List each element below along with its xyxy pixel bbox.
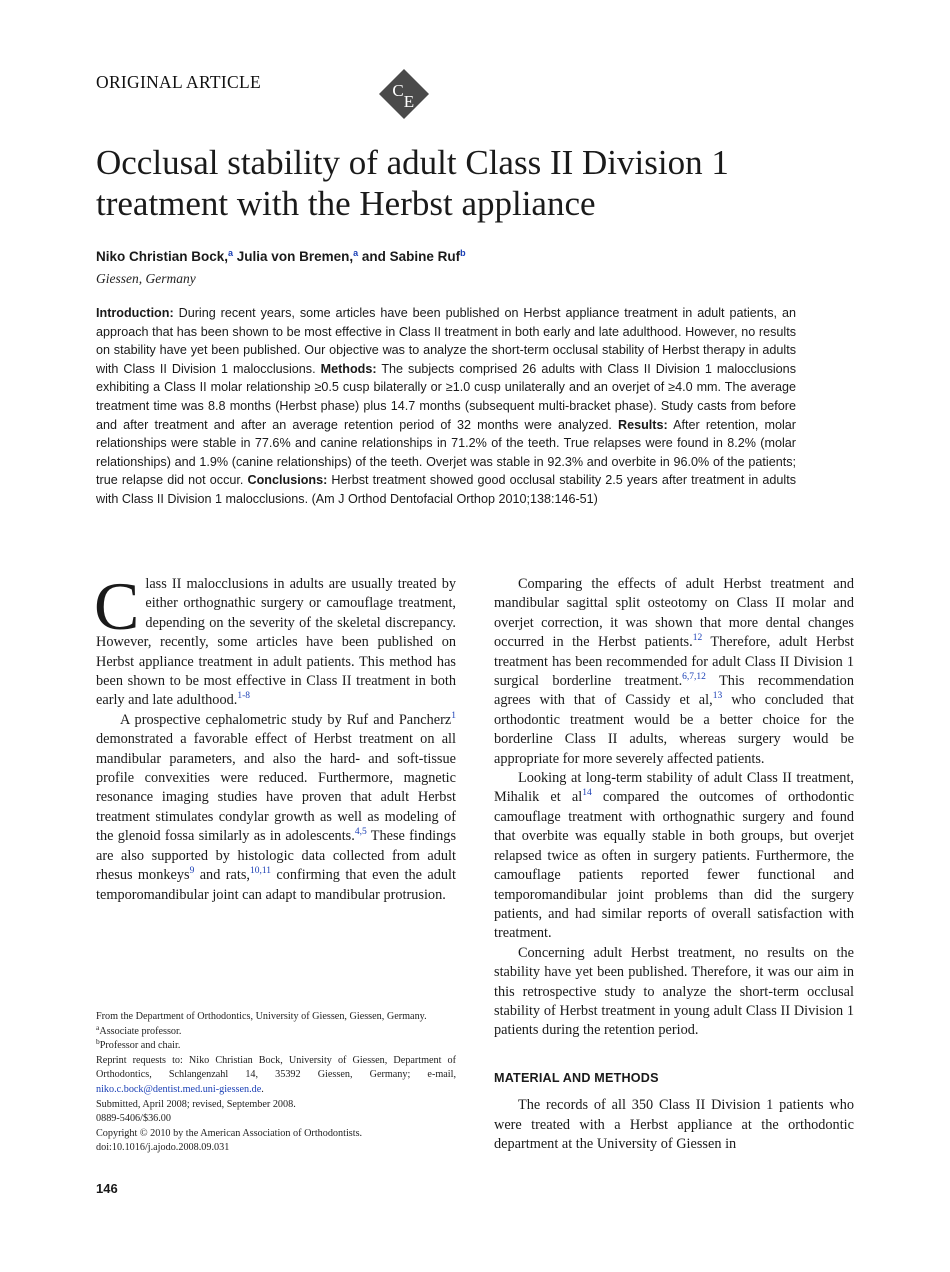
abstract-results-text: After retention, molar relationships were stable in 77.6% and canine relationships in 71.2% of the teeth. True relapses were found in 8.2% (molar relationships) and 1.9% (canine relationships) of the teeth. Overjet was stable in 92.3% and overbite in 96.0% of the patients; true relapse did not occur.: [96, 417, 796, 488]
page-number: 146: [96, 1181, 118, 1196]
abstract: [96, 304, 796, 509]
footnote-issn: 0889-5406/$36.00: [96, 1113, 171, 1125]
paragraph-text: and rats,: [194, 867, 250, 884]
footnote-marker: a: [96, 1022, 100, 1032]
reference-link[interactable]: 4,5: [354, 827, 367, 838]
author-name: Niko Christian Bock,: [96, 249, 229, 264]
article-type-label: ORIGINAL ARTICLE: [96, 72, 261, 92]
paragraph-text: lass II malocclusions in adults are usually treated by either orthognathic surgery or camouflage treatment, depending on the severity of the skeletal discrepancy. However, recently, some articles have been published on Herbst appliance treatment in adult patients. This method has been shown to be most effective in Class II treatment in both early and late adulthood.: [96, 576, 456, 709]
paragraph-text: These findings are also supported by histologic data collected from adult rhesus monkeys: [96, 828, 457, 884]
body-paragraph: [494, 769, 854, 944]
paragraph-text: who concluded that orthodontic treatment would be a better choice for the borderline Class II adults, whereas surgery would be appropriate for more severely affected patients.: [494, 692, 854, 767]
footnote-text: Professor and chair.: [99, 1040, 181, 1052]
section-heading: MATERIAL AND METHODS: [494, 1070, 659, 1085]
abstract-conclusions-label: Conclusions:: [247, 473, 328, 488]
article-title: Occlusal stability of adult Class II Division 1 treatment with the Herbst appliance: [96, 143, 729, 223]
paragraph-text: Therefore, adult Herbst treatment has been recommended for adult Class II Division 1 surgical borderline treatment.: [494, 634, 855, 690]
reference-link[interactable]: 14: [582, 788, 592, 799]
footnote-text: Associate professor.: [99, 1025, 182, 1037]
footnote-copyright: Copyright © 2010 by the American Association of Orthodontists.: [96, 1127, 363, 1139]
footnote-text: Reprint requests to: Niko Christian Bock, University of Giessen, Department of Orthodontics, Schlangenzahl 14, 35392 Giessen, Germany; e-mail,: [96, 1054, 456, 1081]
paragraph-text: This recommendation agrees with that of Cassidy et al,: [494, 673, 854, 709]
abstract-results-label: Results:: [618, 417, 668, 432]
abstract-intro-text: During recent years, some articles have been published on Herbst appliance treatment in adult patients, an approach that has been shown to be most effective in Class II treatment in both early and late adulthood. However, no results on stability have yet been published. Our objective was to analyze the short-term occlusal stability of Herbst therapy in adults with Class II Division 1 malocclusions.: [96, 306, 796, 376]
abstract-methods-text: The subjects comprised 26 adults with Class II Division 1 malocclusions exhibiting a Class II molar relationship ≥0.5 cusp bilaterally or ≥1.0 cusp unilaterally and an overjet of ≥4.0 mm. The average treatment time was 8.8 months (Herbst phase) plus 14.7 months (subsequent multi-bracket phase). Study casts from before and after treatment and after an average retention period of 32 months were analyzed.: [96, 361, 796, 432]
footnotes: [96, 1010, 456, 1156]
email-link[interactable]: niko.c.bock@dentist.med.uni-giessen.de: [96, 1083, 262, 1095]
author-name: Julia von Bremen,: [233, 249, 354, 264]
paragraph-text: A prospective cephalometric study by Ruf and Pancherz: [120, 711, 452, 728]
body-paragraph: [494, 575, 854, 769]
body-paragraph: The records of all 350 Class II Division 1 patients who were treated with a Herbst appliance at the orthodontic department at the University of Giessen in: [494, 1097, 854, 1152]
abstract-methods-label: Methods:: [320, 361, 377, 376]
reference-link[interactable]: 13: [712, 691, 723, 702]
body-paragraph: [94, 568, 456, 711]
footnote-submitted: Submitted, April 2008; revised, September 2008.: [96, 1098, 296, 1110]
footnote-b: [96, 1039, 456, 1054]
footnote-doi: doi:10.1016/j.ajodo.2008.09.031: [96, 1142, 230, 1154]
footnote-reprint: [96, 1054, 456, 1098]
reference-link[interactable]: 6,7,12: [682, 672, 706, 683]
paragraph-text: Looking at long-term stability of adult Class II treatment, Mihalik et al: [494, 770, 854, 806]
ce-badge-icon: [378, 68, 430, 120]
reference-link[interactable]: 1: [451, 710, 456, 721]
body-paragraph: [96, 711, 456, 905]
footnote-marker: b: [96, 1037, 100, 1047]
abstract-conclusions-text: Herbst treatment showed good occlusal stability 2.5 years after treatment in adults with Class II Division 1 malocclusions. (Am J Orthod Dentofacial Orthop 2010;138:146-51): [96, 473, 796, 506]
author-list: [96, 249, 466, 264]
footnote-a: [96, 1022, 456, 1040]
page-header: [96, 66, 496, 122]
author-affil-link[interactable]: b: [460, 248, 466, 258]
reference-link[interactable]: 9: [189, 866, 195, 877]
footnote-text: .: [261, 1083, 264, 1095]
author-name: and Sabine Ruf: [358, 249, 461, 264]
body-column-left: [94, 568, 457, 905]
paragraph-text: compared the outcomes of orthodontic camouflage treatment with orthognathic surgery and found that overbite was equally stable in both groups, but overjet relapsed twice as often in surgery patients. Furthermore, the camouflage patients reported fewer functional and temporomandibular joint problems than did the surgery patients, and had similar reports of overall satisfaction with treatment.: [494, 789, 854, 942]
author-affiliation: Giessen, Germany: [96, 271, 196, 286]
body-column-right: [494, 575, 854, 1154]
reference-link[interactable]: 12: [692, 633, 703, 644]
paragraph-text: Comparing the effects of adult Herbst treatment and mandibular sagittal split osteotomy on Class II molar and overjet correction, it was shown that more dental changes occurred in the Herbst patients.: [494, 576, 854, 651]
reference-link[interactable]: 10,11: [249, 866, 271, 877]
body-paragraph: Concerning adult Herbst treatment, no results on the stability have yet been published. Therefore, it was our aim in this retrospective study to analyze the short-term occlusal stability of Herbst treatment in young adult Class II Division 1 patients during the retention period.: [494, 944, 854, 1039]
reference-link[interactable]: 1-8: [237, 691, 251, 702]
drop-cap: C: [94, 568, 140, 644]
ce-badge-letter-bottom: E: [403, 92, 415, 111]
author-affil-link[interactable]: a: [228, 248, 234, 258]
paragraph-text: confirming that even the adult temporomandibular joint can adapt to mandibular protrusion.: [96, 867, 456, 903]
paragraph-text: demonstrated a favorable effect of Herbst treatment on all mandibular parameters, and also the hard- and soft-tissue profile convexities were reduced. Furthermore, magnetic resonance imaging studies have proven that adult Herbst treatment stimulates condylar growth as well as modeling of the glenoid fossa similarly as in adolescents.: [96, 731, 456, 845]
footnote-department: From the Department of Orthodontics, University of Giessen, Giessen, Germany.: [96, 1011, 427, 1022]
ce-badge-letter-top: C: [392, 81, 404, 100]
abstract-intro-label: Introduction:: [96, 306, 174, 320]
author-affil-link[interactable]: a: [353, 248, 359, 258]
